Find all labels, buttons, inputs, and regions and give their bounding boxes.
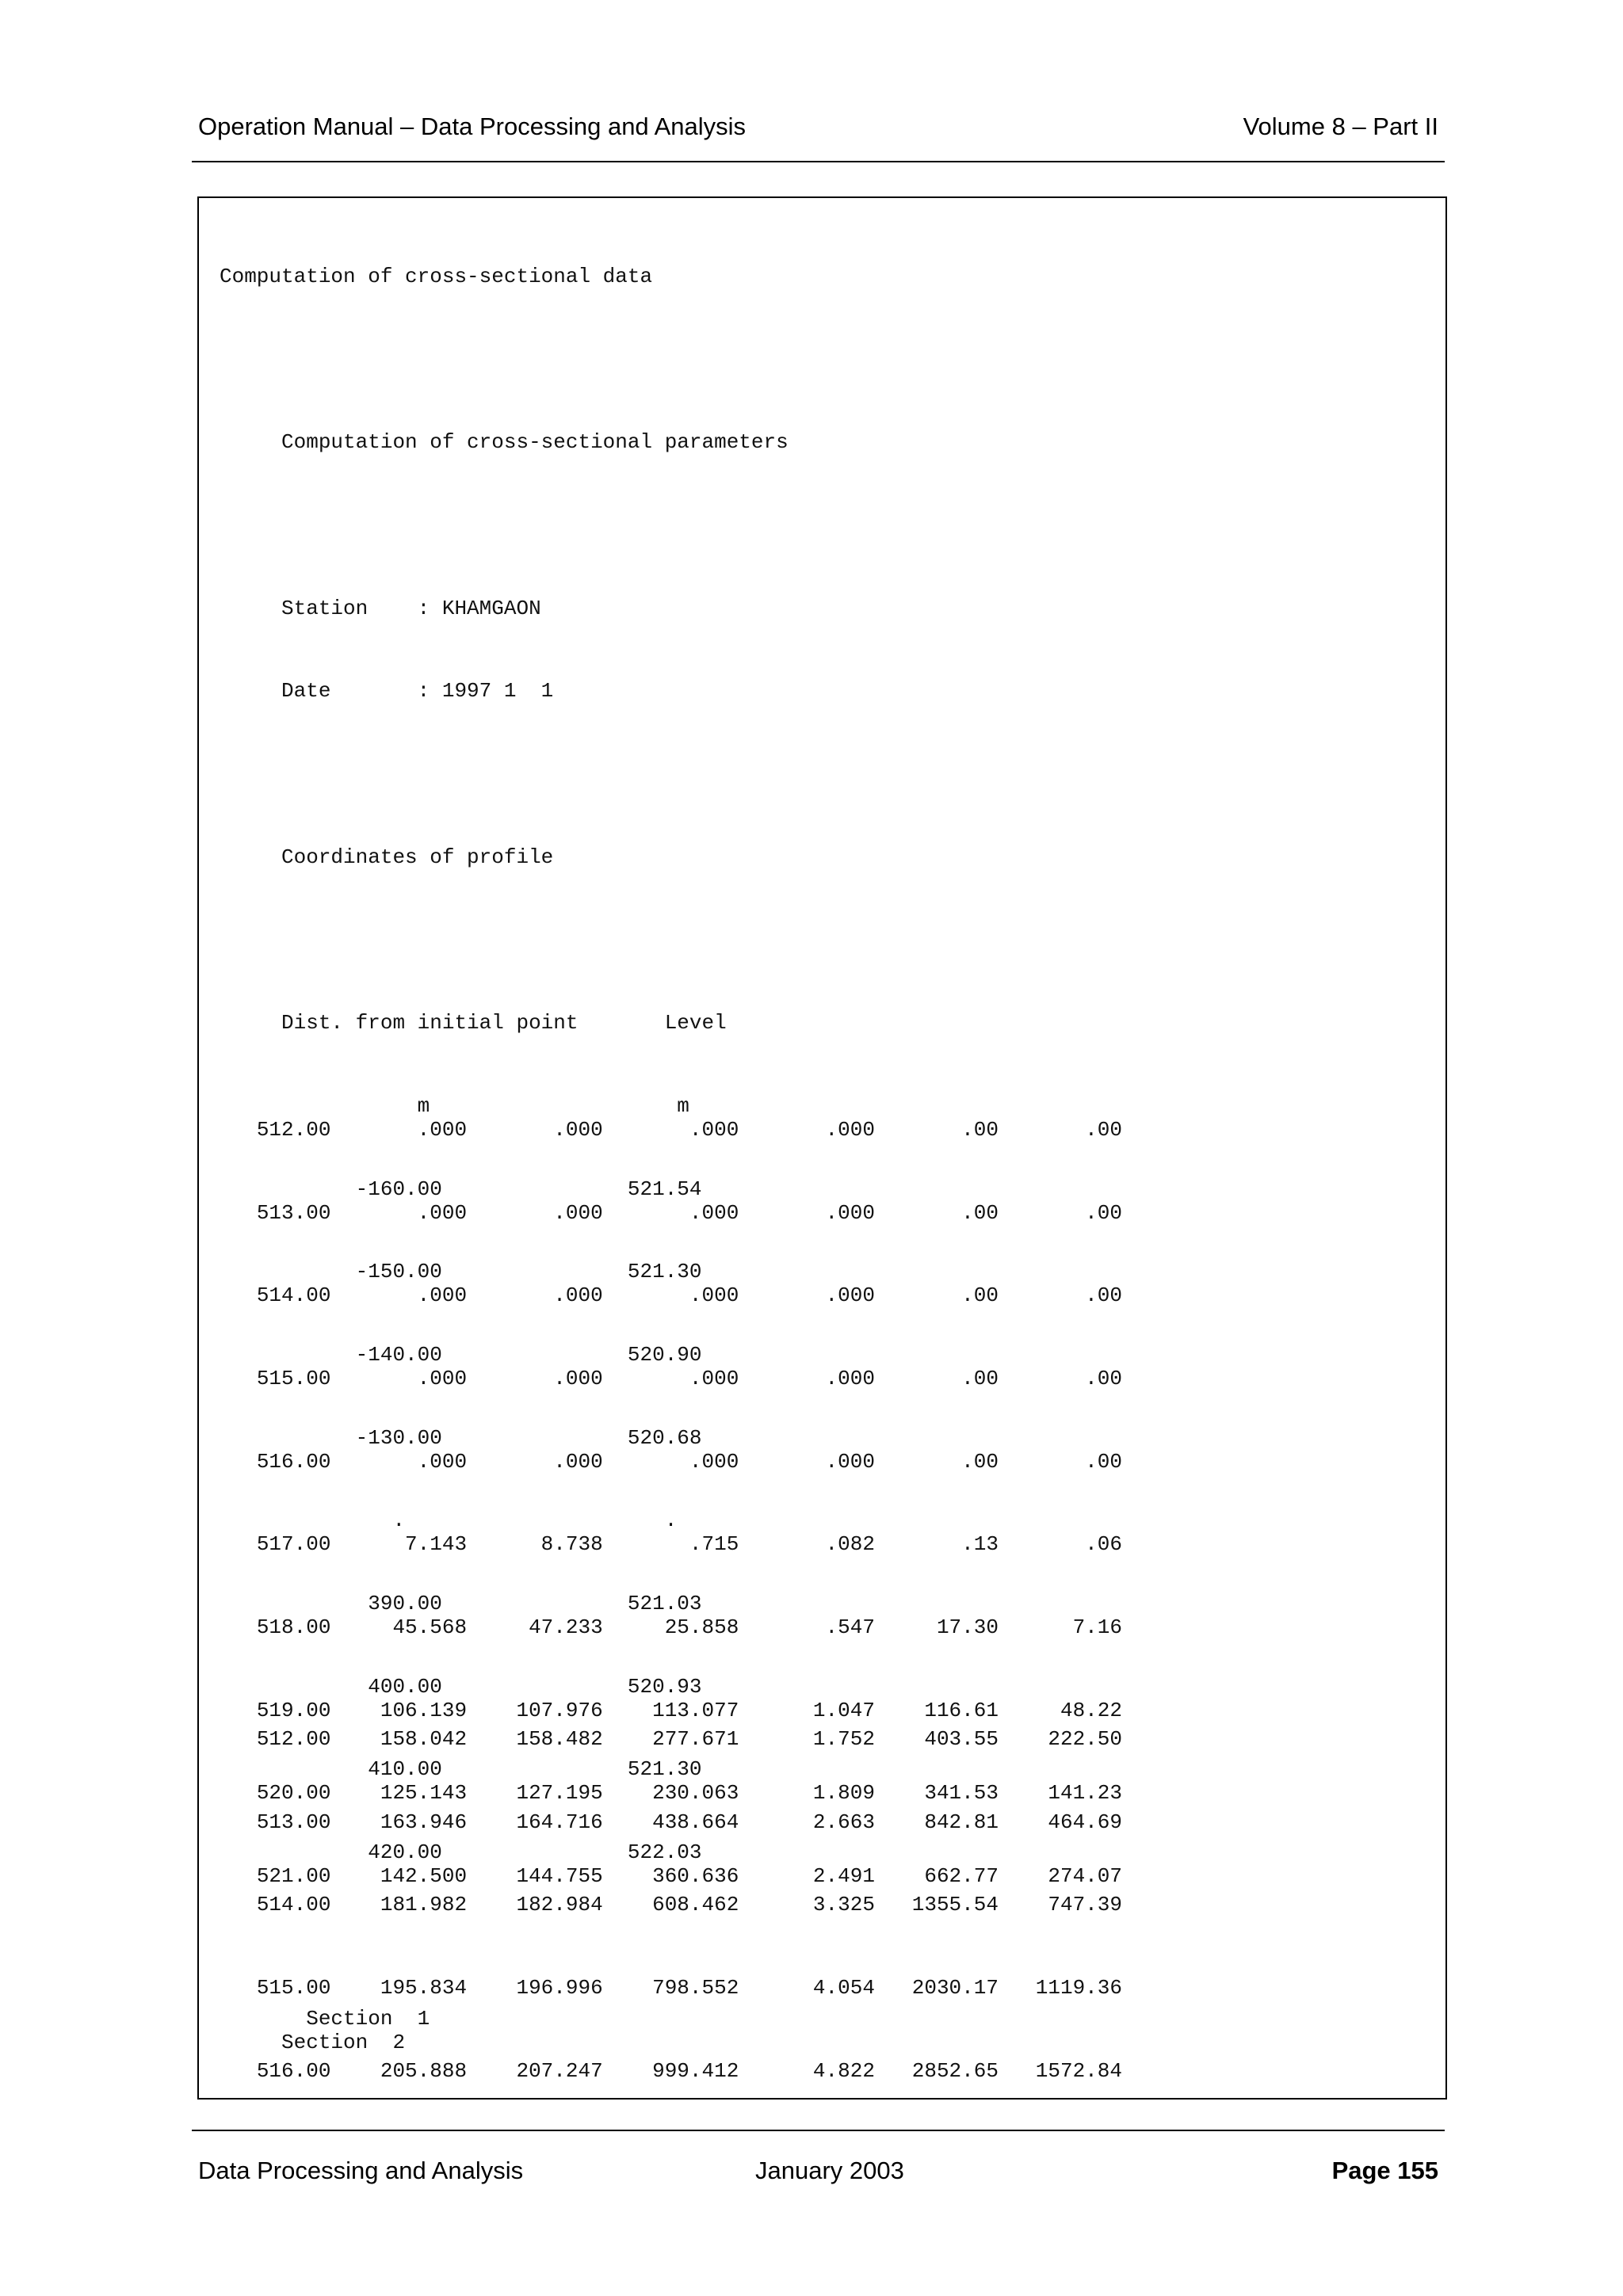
page-header	[198, 113, 1438, 144]
table-row-text: 520.00 125.143 127.195 230.063 1.809 341.53 141.23	[256, 1781, 1122, 1806]
page-number: Page 155	[1331, 2157, 1438, 2184]
profile-row-text: -140.00 520.90	[281, 1342, 702, 1367]
listing-title: Computation of cross-sectional data	[220, 264, 653, 288]
table-row	[220, 1199, 1135, 1227]
profile-header-text: Dist. from initial point Level	[281, 1011, 727, 1035]
table-row-text: 517.00 7.143 8.738 .715 .082 .13 .06	[256, 1532, 1122, 1557]
table-row	[220, 1726, 1122, 1753]
blank-line	[220, 346, 1135, 374]
header-volume: Volume 8 – Part II	[1243, 113, 1438, 140]
table-row-text: 513.00 163.946 164.716 438.664 2.663 842.81 464.69	[256, 1810, 1122, 1834]
table-row-text: 516.00 .000 .000 .000 .000 .00 .00	[256, 1449, 1122, 1474]
coords-heading-text: Coordinates of profile	[281, 845, 554, 869]
profile-row-text: 390.00 521.03	[281, 1592, 702, 1616]
header-rule	[192, 161, 1445, 162]
profile-row-text: -130.00 520.68	[281, 1425, 702, 1450]
table-row-text: 519.00 106.139 107.976 113.077 1.047 116.61 48.22	[256, 1698, 1122, 1722]
footer-date: January 2003	[755, 2157, 904, 2184]
profile-row-text: 410.00 521.30	[281, 1757, 702, 1782]
table-row-text: 514.00 181.982 182.984 608.462 3.325 1355.54 747.39	[256, 1893, 1122, 1917]
subtitle-text: Computation of cross-sectional parameters	[281, 430, 789, 455]
profile-units-text: m m	[281, 1093, 689, 1118]
profile-row-text: 420.00 522.03	[281, 1840, 702, 1865]
blank-line	[220, 926, 1135, 954]
table-row	[220, 1531, 1135, 1558]
table-row-text: 513.00 .000 .000 .000 .000 .00 .00	[256, 1200, 1122, 1225]
profile-header	[220, 1009, 1135, 1037]
profile-row-text: 400.00 520.93	[281, 1674, 702, 1699]
footer-left: Data Processing and Analysis	[198, 2157, 524, 2184]
table-row	[220, 1809, 1122, 1836]
blank-line	[220, 761, 1135, 788]
table-row-text: 516.00 205.888 207.247 999.412 4.822 2852.65 1572.84	[256, 2058, 1122, 2083]
station-line	[220, 595, 1135, 623]
profile-row-text: -160.00 521.54	[281, 1177, 702, 1201]
blank-line	[220, 512, 1135, 540]
table-row	[220, 1365, 1135, 1393]
page-footer	[198, 2157, 1438, 2188]
station-text: Station : KHAMGAON	[281, 596, 541, 620]
table-row	[220, 1448, 1135, 1476]
date-line	[220, 677, 1135, 705]
section1-label-text: Section 1	[281, 2006, 430, 2031]
output-listing-box	[197, 196, 1447, 2100]
table-row	[220, 1282, 1135, 1310]
coords-heading	[220, 844, 1135, 871]
table-row-text: 518.00 45.568 47.233 25.858 .547 17.30 7.16	[256, 1615, 1122, 1640]
table-row-text: 512.00 158.042 158.482 277.671 1.752 403.55 222.50	[256, 1726, 1122, 1751]
date-text: Date : 1997 1 1	[281, 679, 554, 704]
table-row	[220, 1974, 1122, 2002]
section2-label-text: Section 2	[281, 2030, 406, 2054]
listing-subtitle	[220, 429, 1135, 456]
table-row-text: 515.00 .000 .000 .000 .000 .00 .00	[256, 1366, 1122, 1390]
section2-table	[220, 1670, 1122, 2100]
table-row-text: 514.00 .000 .000 .000 .000 .00 .00	[256, 1283, 1122, 1308]
table-row	[220, 2058, 1122, 2085]
table-row-text: 521.00 142.500 144.755 360.636 2.491 662.77 274.07	[256, 1864, 1122, 1889]
table-row-text: 515.00 195.834 196.996 798.552 4.054 2030.17 1119.36	[256, 1975, 1122, 2000]
footer-rule	[192, 2130, 1445, 2131]
profile-row-text: . .	[281, 1508, 678, 1533]
table-row	[220, 1116, 1135, 1144]
header-title: Operation Manual – Data Processing and Analysis	[198, 113, 747, 140]
table-row	[220, 1891, 1122, 1919]
table-row-text: 512.00 .000 .000 .000 .000 .00 .00	[256, 1117, 1122, 1142]
profile-row-text: -150.00 521.30	[281, 1260, 702, 1284]
table-row	[220, 1614, 1135, 1642]
